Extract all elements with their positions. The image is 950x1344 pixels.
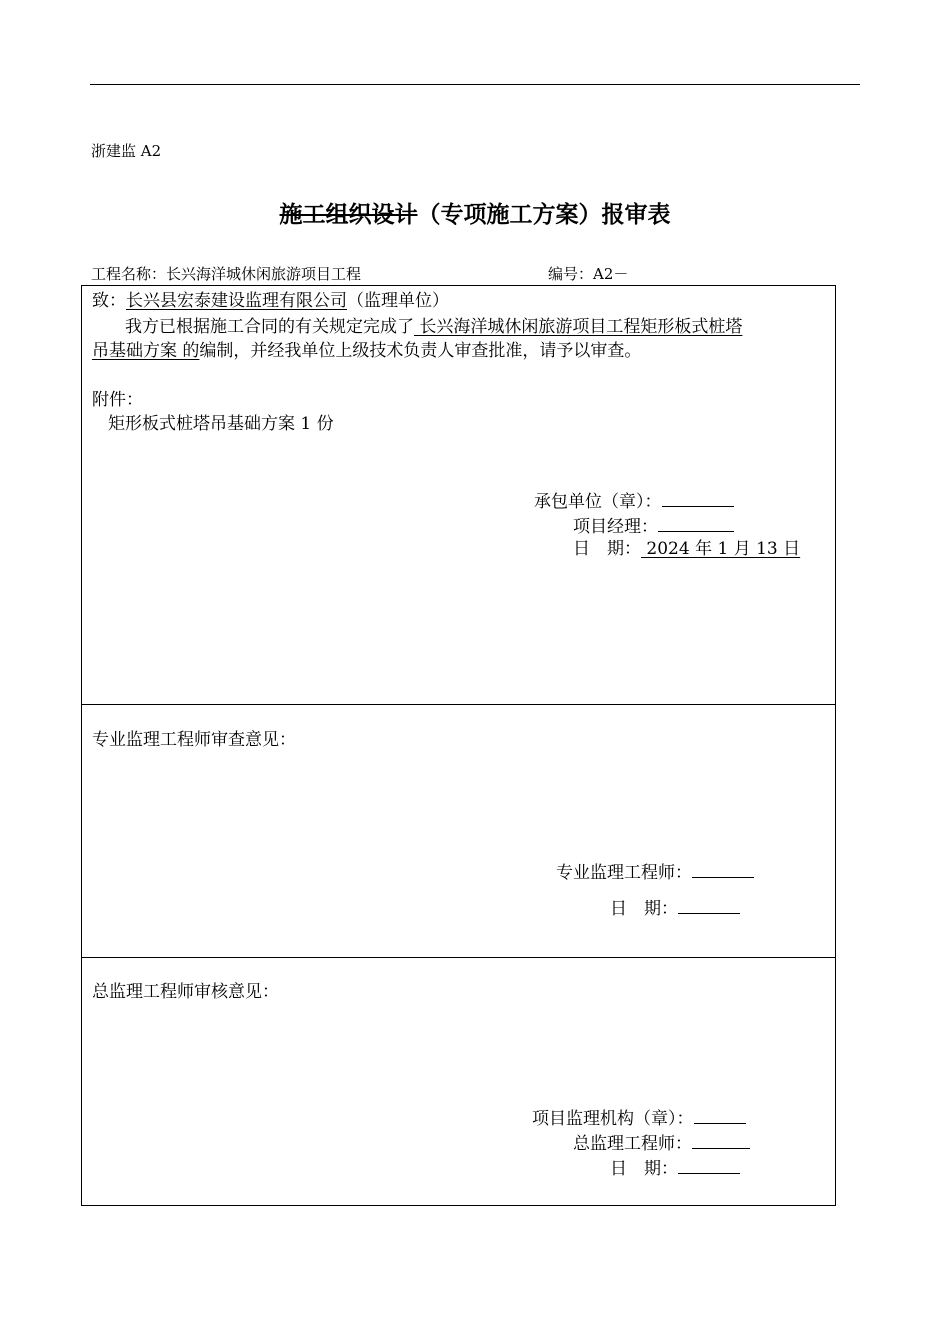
recipient-unit: 长兴县宏泰建设监理有限公司 (126, 291, 347, 311)
chief-date-blank (678, 1158, 740, 1174)
form-code: 浙建监 A2 (91, 142, 162, 160)
form-number-value: A2－ (593, 265, 629, 283)
engineer-date-label: 日 期： (610, 899, 678, 919)
contractor-seal-blank (662, 491, 734, 507)
title-rest: （专项施工方案）报审表 (417, 202, 671, 228)
header-rule (90, 84, 860, 85)
chief-date-line (610, 1158, 740, 1178)
project-manager-line (573, 516, 734, 536)
supervision-org-blank (694, 1108, 746, 1124)
form-number-line (548, 263, 628, 284)
statement-line-1 (125, 319, 742, 336)
attachment-label: 附件： (92, 390, 143, 410)
contractor-seal-label: 承包单位（章）： (534, 492, 662, 512)
project-manager-blank (658, 516, 734, 532)
recipient-label: 致： (92, 291, 126, 311)
chief-date-label: 日 期： (610, 1159, 678, 1179)
recipient-suffix: （监理单位） (347, 291, 449, 311)
submission-date-value: 2024 年 1 月 13 日 (641, 539, 801, 559)
submission-date-label: 日 期： (573, 539, 641, 559)
contractor-seal-line (534, 491, 734, 511)
chief-engineer-label: 总监理工程师： (573, 1134, 692, 1154)
supervision-org-label: 项目监理机构（章）： (532, 1109, 694, 1129)
engineer-signature-line (556, 862, 754, 882)
page-title (0, 196, 950, 229)
project-name-value: 长兴海洋城休闲旅游项目工程 (166, 265, 362, 283)
statement-prefix: 我方已根据施工合同的有关规定完成了 (125, 317, 414, 337)
project-name-line (91, 263, 361, 284)
attachment-item: 矩形板式桩塔吊基础方案 1 份 (108, 414, 334, 434)
engineer-date-line (610, 898, 740, 918)
review-form-table (81, 285, 836, 1206)
section-divider-1 (82, 704, 835, 705)
statement-subject-part1: 长兴海洋城休闲旅游项目工程矩形板式桩塔 (414, 317, 743, 337)
chief-engineer-blank (692, 1133, 750, 1149)
recipient-line (92, 293, 449, 310)
chief-opinion-label: 总监理工程师审核意见： (92, 982, 279, 1002)
engineer-signature-blank (692, 862, 754, 878)
statement-suffix: 编制，并经我单位上级技术负责人审查批准，请予以审查。 (199, 341, 642, 361)
project-manager-label: 项目经理： (573, 517, 658, 537)
chief-engineer-line (573, 1133, 750, 1153)
statement-line-2 (92, 343, 641, 360)
engineer-date-blank (678, 898, 740, 914)
section-divider-2 (82, 957, 835, 958)
project-name-label: 工程名称： (91, 265, 167, 283)
title-strikethrough: 施工组织设计 (279, 202, 418, 228)
engineer-signature-label: 专业监理工程师： (556, 863, 692, 883)
statement-subject-part2: 吊基础方案 的 (92, 341, 200, 361)
submission-date-line (573, 541, 800, 558)
engineer-opinion-label: 专业监理工程师审查意见： (92, 730, 296, 750)
supervision-org-line (532, 1108, 746, 1128)
form-number-label: 编号： (548, 265, 594, 283)
